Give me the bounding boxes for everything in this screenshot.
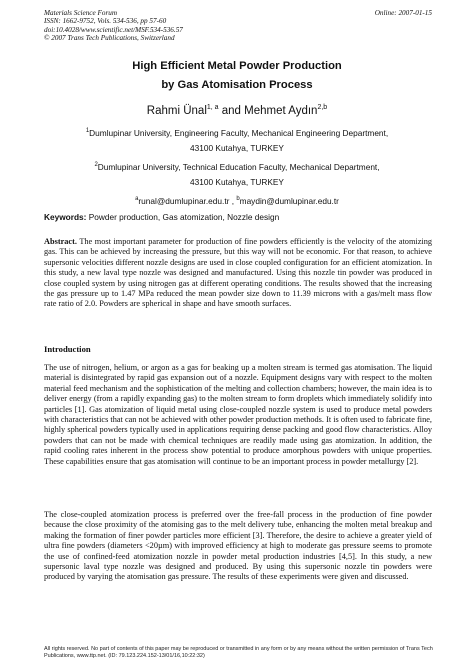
keywords xyxy=(44,212,432,222)
online-date: Online: 2007-01-15 xyxy=(374,9,432,17)
abstract-label: Abstract. xyxy=(44,237,77,246)
title-line-1: High Efficient Metal Powder Production xyxy=(132,60,342,72)
affiliation-2-mark: 2 xyxy=(94,162,98,168)
author-conjunction: and xyxy=(218,104,245,117)
affiliation-2-text: Dumlupinar University, Technical Education Faculty, Mechanical Department, xyxy=(97,161,380,172)
author-1-affil-mark: 1, a xyxy=(206,104,219,111)
title-line-2: by Gas Atomisation Process xyxy=(161,79,313,91)
author-1: Rahmi Ünal xyxy=(146,104,207,117)
section-heading-introduction: Introduction xyxy=(44,344,91,354)
affiliation-1-city: 43100 Kutahya, TURKEY xyxy=(190,143,284,153)
email-b-mark: b xyxy=(236,196,240,202)
doi-line: doi:10.4028/www.scientific.net/MSF.534-536.57 xyxy=(44,25,183,34)
copyright-line: © 2007 Trans Tech Publications, Switzerland xyxy=(44,34,175,43)
affiliation-1-text: Dumlupinar University, Engineering Faculty, Mechanical Engineering Department, xyxy=(89,127,389,138)
introduction-paragraph-1: The use of nitrogen, helium, or argon as a gas for beaking up a molten stream is termed gas atomisation. The liquid material is disintegrated by rapid gas expansion out of a nozzle. Equipment designs vary with respect to the molten material feed mechanism and the sophistication of the melting and collection chambers; however, the main idea is to deliver energy (from a rapidly expanding gas) to the molten stream to form droplets which immediately solidify into particles [1]. Gas atomization of liquid metal using close-coupled nozzle system is used to produce metal powders with characteristics that can not be achieved with other powder production methods. It is often used to fabricate fine, highly spherical powders typically used in applications requiring dense packing and good flow characteristics. Alloy powders that can not be made with chemical techniques are readily made using gas atomization. In addition, the rapid cooling rates inherent in the process show potential to produce amorphous powders with unique properties. These capabilities ensure that gas atomisation will continue to be an important process in powder metallurgy [2]. xyxy=(44,363,432,466)
issn-line: ISSN: 1662-9752, Vols. 534-536, pp 57-60 xyxy=(44,17,167,26)
author-emails xyxy=(40,191,434,210)
affiliation-2 xyxy=(40,157,434,176)
email-a-mark: a xyxy=(135,196,139,202)
author-list xyxy=(40,104,434,117)
abstract xyxy=(44,237,432,310)
affiliation-1-mark: 1 xyxy=(85,128,90,134)
author-2: Mehmet Aydın xyxy=(244,104,318,117)
affiliation-1 xyxy=(40,123,434,142)
keywords-text: Powder production, Gas atomization, Nozzle design xyxy=(86,212,280,222)
author-2-affil-mark: 2,b xyxy=(317,104,328,111)
introduction-paragraph-2: The close-coupled atomization process is preferred over the free-fall process in the production of fine powder because the close proximity of the atomising gas to the melt delivery tube, enhancing the molten metal breakup and making the formation of finer powder particles more efficient [3]. Therefore, the desire to achieve a greater yield of ultra fine powders (diameters <20µm) with improved efficiency at high to moderate gas pressure seems to promote the use of confined-feed atomization nozzle in powder metal production industries [4,5]. In this study, a new supersonic laval type nozzle was designed and produced. By using this supersonic nozzle tin powders were produced by varying the atomisation gas pressure. The results of these experiments were given and discussed. xyxy=(44,510,432,582)
copyright-footer: All rights reserved. No part of contents of this paper may be reproduced or transmitted in any form or by any means without the written permission of Trans Tech Publications, www.ttp.net. (ID: 79.123.224.152-13/01/16,10:22:32) xyxy=(44,646,433,659)
email-b: maydin@dumlupinar.edu.tr xyxy=(239,195,339,206)
journal-header xyxy=(44,9,183,43)
paper-title xyxy=(40,57,434,95)
abstract-text: The most important parameter for production of fine powders efficiently is the velocity of the atomizing gas. This can be achieved by increasing the pressure, but this way will not be economic. For that reason, to achieve supersonic velocities different nozzle designs are used in close coupled configuration for an efficient atomization. In this study, a new laval type nozzle was designed and manufactured. Using this nozzle tin powder was produced in close coupled system by using nitrogen gas at different operating conditions. The results showed that the increasing the gas pressure up to 1.47 MPa reduced the mean powder size down to 11.39 microns with a gas/melt mass flow rate ratio of 2.0. Powders are spherical in shape and have smooth surfaces. xyxy=(44,237,432,309)
affiliation-2-city: 43100 Kutahya, TURKEY xyxy=(190,177,284,187)
email-a: runal@dumlupinar.edu.tr , xyxy=(138,195,237,206)
journal-name: Materials Science Forum xyxy=(44,9,118,17)
keywords-label: Keywords: xyxy=(44,212,87,222)
